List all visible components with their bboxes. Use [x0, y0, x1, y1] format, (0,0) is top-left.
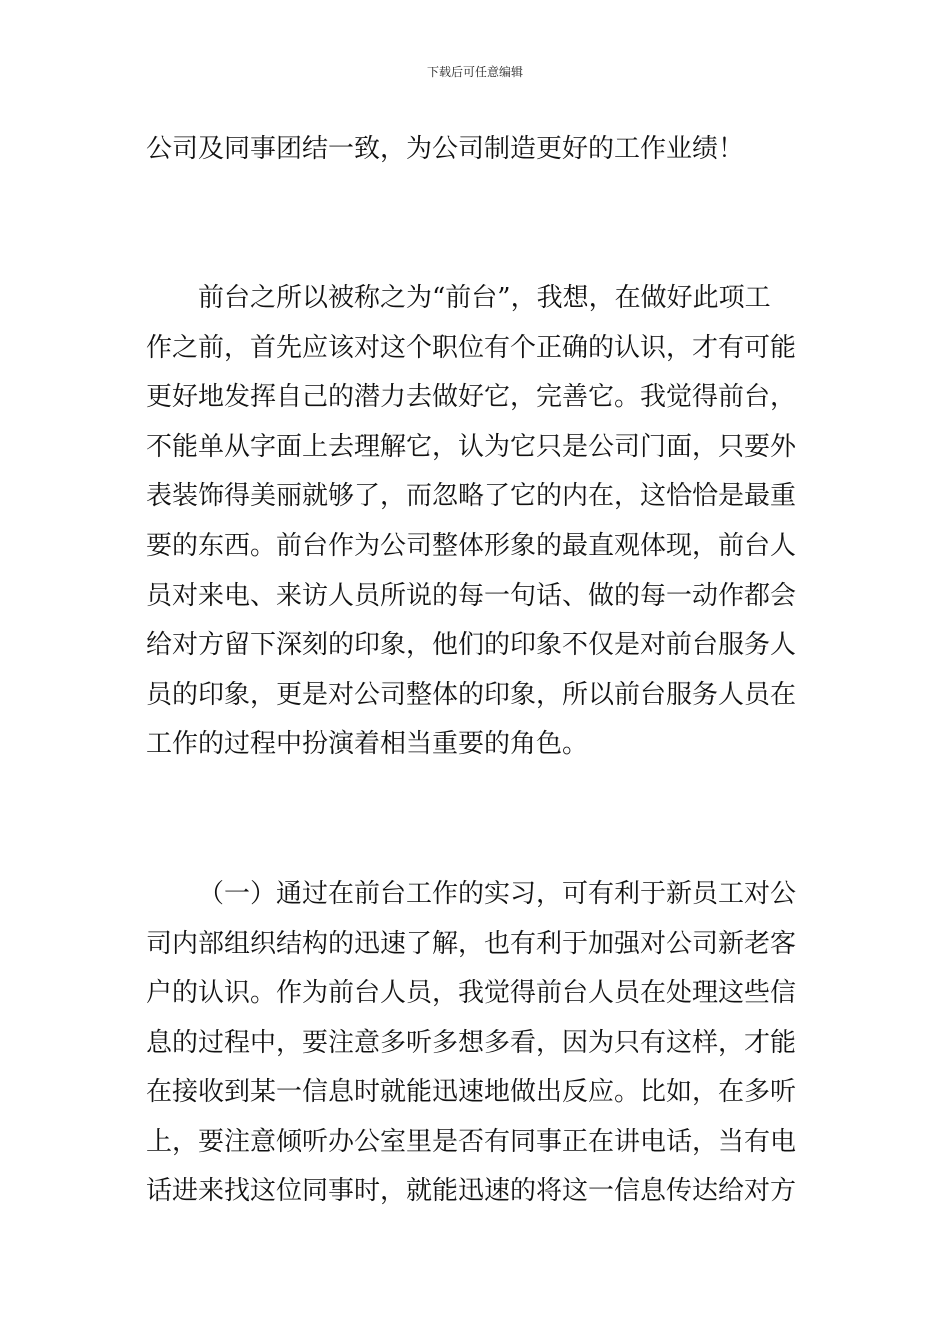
- text-line: （一）通过在前台工作的实习，可有利于新员工对公: [198, 879, 797, 909]
- text-line: 表装饰得美丽就够了，而忽略了它的内在，这恰恰是最重: [146, 481, 797, 511]
- text-line: 前台之所以被称之为“前台”，我想，在做好此项工: [198, 283, 771, 313]
- text-line: 员的印象，更是对公司整体的印象，所以前台服务人员在: [146, 680, 797, 710]
- text-line: 司内部组织结构的迅速了解，也有利于加强对公司新老客: [146, 929, 797, 959]
- text-line: 公司及同事团结一致，为公司制造更好的工作业绩！: [146, 134, 745, 164]
- text-line: 话进来找这位同事时，就能迅速的将这一信息传达给对方: [146, 1176, 797, 1206]
- text-line: 员对来电、来访人员所说的每一句话、做的每一动作都会: [146, 581, 797, 611]
- text-line: 作之前，首先应该对这个职位有个正确的认识，才有可能: [146, 333, 797, 363]
- text-line: 给对方留下深刻的印象，他们的印象不仅是对前台服务人: [146, 630, 797, 660]
- text-line: 息的过程中，要注意多听多想多看，因为只有这样，才能: [146, 1028, 797, 1058]
- text-line: 不能单从字面上去理解它，认为它只是公司门面，只要外: [146, 432, 797, 462]
- text-line: 上，要注意倾听办公室里是否有同事正在讲电话，当有电: [146, 1127, 797, 1157]
- text-line: 工作的过程中扮演着相当重要的角色。: [146, 729, 589, 759]
- header-note: 下载后可任意编辑: [426, 65, 523, 79]
- text-line: 更好地发挥自己的潜力去做好它，完善它。我觉得前台，: [146, 382, 797, 412]
- text-line: 要的东西。前台作为公司整体形象的最直观体现，前台人: [146, 531, 797, 561]
- text-line: 在接收到某一信息时就能迅速地做出反应。比如，在多听: [146, 1077, 797, 1107]
- text-line: 户的认识。作为前台人员，我觉得前台人员在处理这些信: [146, 978, 797, 1008]
